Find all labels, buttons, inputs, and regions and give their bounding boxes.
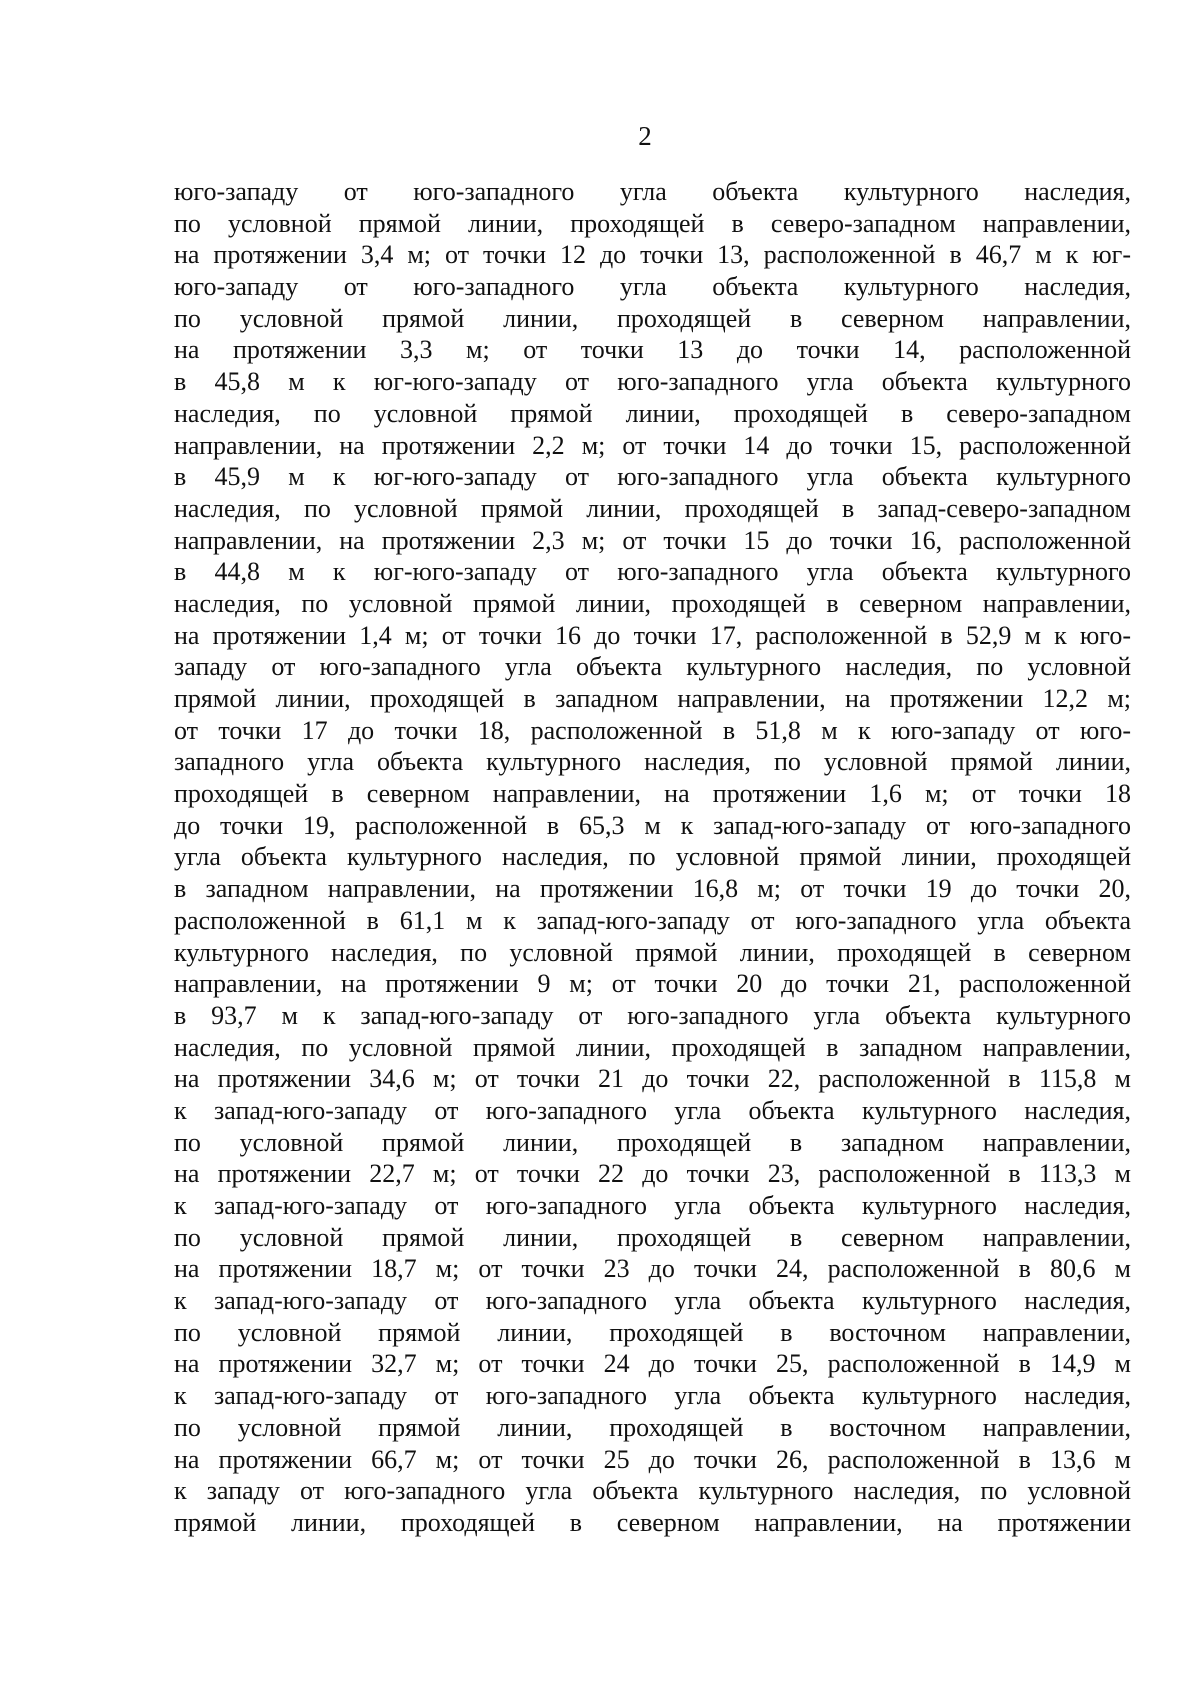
text-line: от точки 17 до точки 18, расположенной в 51,8 м к юго-западу от юго- bbox=[174, 715, 1131, 745]
text-line: на протяжении 3,3 м; от точки 13 до точки 14, расположенной bbox=[174, 335, 1131, 365]
text-line: наследия, по условной прямой линии, проходящей в северо-западном bbox=[174, 398, 1131, 428]
text-line: на протяжении 22,7 м; от точки 22 до точки 23, расположенной в 113,3 м bbox=[174, 1159, 1131, 1189]
text-line: западу от юго-западного угла объекта культурного наследия, по условной bbox=[174, 652, 1131, 682]
text-line: наследия, по условной прямой линии, проходящей в западном направлении, bbox=[174, 1032, 1131, 1062]
text-line: на протяжении 1,4 м; от точки 16 до точки 17, расположенной в 52,9 м к юго- bbox=[174, 620, 1131, 650]
text-line: по условной прямой линии, проходящей в восточном направлении, bbox=[174, 1317, 1131, 1347]
text-line: юго-западу от юго-западного угла объекта культурного наследия, bbox=[174, 177, 1131, 206]
text-line: прямой линии, проходящей в северном направлении, на протяжении bbox=[174, 1507, 1131, 1537]
text-line: в 45,9 м к юг-юго-западу от юго-западного угла объекта культурного bbox=[174, 462, 1131, 492]
text-line: по условной прямой линии, проходящей в северо-западном направлении, bbox=[174, 208, 1131, 238]
text-line: по условной прямой линии, проходящей в северном направлении, bbox=[174, 1222, 1131, 1252]
text-line: к запад-юго-западу от юго-западного угла объекта культурного наследия, bbox=[174, 1286, 1131, 1316]
text-line: наследия, по условной прямой линии, проходящей в северном направлении, bbox=[174, 588, 1131, 618]
text-line: к западу от юго-западного угла объекта культурного наследия, по условной bbox=[174, 1476, 1131, 1506]
text-line: в 45,8 м к юг-юго-западу от юго-западного угла объекта культурного bbox=[174, 367, 1131, 397]
page-number: 2 bbox=[638, 121, 652, 151]
text-line: по условной прямой линии, проходящей в западном направлении, bbox=[174, 1127, 1131, 1157]
text-line: культурного наследия, по условной прямой линии, проходящей в северном bbox=[174, 937, 1131, 967]
text-line: на протяжении 18,7 м; от точки 23 до точки 24, расположенной в 80,6 м bbox=[174, 1254, 1131, 1284]
text-line: в западном направлении, на протяжении 16,8 м; от точки 19 до точки 20, bbox=[174, 874, 1131, 904]
text-line: к запад-юго-западу от юго-западного угла объекта культурного наследия, bbox=[174, 1381, 1131, 1411]
text-line: западного угла объекта культурного наследия, по условной прямой линии, bbox=[174, 747, 1131, 777]
text-line: на протяжении 34,6 м; от точки 21 до точки 22, расположенной в 115,8 м bbox=[174, 1064, 1131, 1094]
text-line: к запад-юго-западу от юго-западного угла объекта культурного наследия, bbox=[174, 1191, 1131, 1220]
text-line: расположенной в 61,1 м к запад-юго-западу от юго-западного угла объекта bbox=[174, 905, 1131, 935]
text-line: на протяжении 66,7 м; от точки 25 до точки 26, расположенной в 13,6 м bbox=[174, 1444, 1131, 1474]
text-line: направлении, на протяжении 9 м; от точки 20 до точки 21, расположенной bbox=[174, 969, 1131, 999]
body-text bbox=[174, 176, 1131, 1539]
text-line: прямой линии, проходящей в западном направлении, на протяжении 12,2 м; bbox=[174, 684, 1131, 713]
text-line: направлении, на протяжении 2,2 м; от точки 14 до точки 15, расположенной bbox=[174, 430, 1131, 460]
text-line: в 44,8 м к юг-юго-западу от юго-западного угла объекта культурного bbox=[174, 557, 1131, 587]
text-line: проходящей в северном направлении, на протяжении 1,6 м; от точки 18 bbox=[174, 779, 1131, 809]
text-line: наследия, по условной прямой линии, проходящей в запад-северо-западном bbox=[174, 493, 1131, 523]
text-line: по условной прямой линии, проходящей в восточном направлении, bbox=[174, 1412, 1131, 1442]
text-line: юго-западу от юго-западного угла объекта культурного наследия, bbox=[174, 272, 1131, 302]
text-line: до точки 19, расположенной в 65,3 м к запад-юго-западу от юго-западного bbox=[174, 810, 1131, 840]
text-line: по условной прямой линии, проходящей в северном направлении, bbox=[174, 303, 1131, 333]
text-line: в 93,7 м к запад-юго-западу от юго-западного угла объекта культурного bbox=[174, 1000, 1131, 1030]
text-line: на протяжении 3,4 м; от точки 12 до точки 13, расположенной в 46,7 м к юг- bbox=[174, 240, 1131, 270]
text-line: на протяжении 32,7 м; от точки 24 до точки 25, расположенной в 14,9 м bbox=[174, 1349, 1131, 1379]
text-line: направлении, на протяжении 2,3 м; от точки 15 до точки 16, расположенной bbox=[174, 525, 1131, 555]
text-line: к запад-юго-западу от юго-западного угла объекта культурного наследия, bbox=[174, 1095, 1131, 1125]
text-line: угла объекта культурного наследия, по условной прямой линии, проходящей bbox=[174, 842, 1131, 872]
